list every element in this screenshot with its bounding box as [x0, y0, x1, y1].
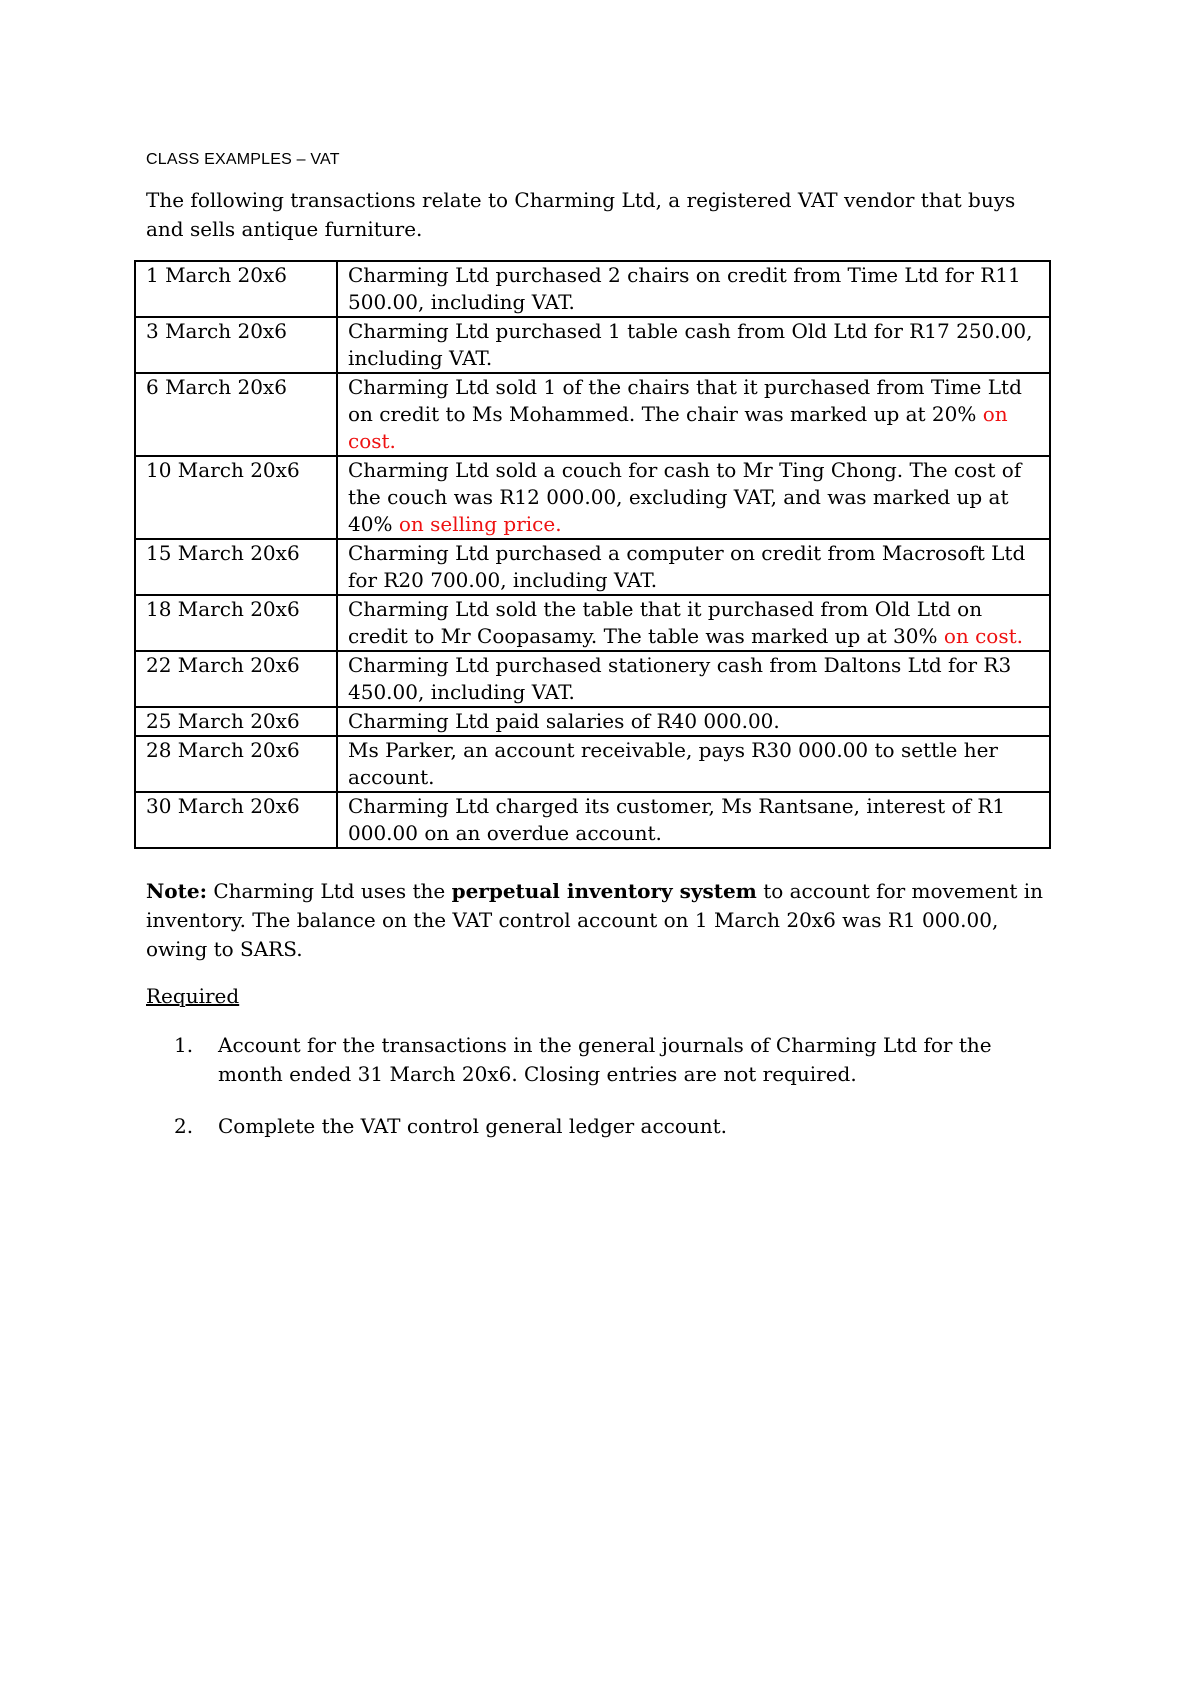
required-heading: Required	[146, 984, 240, 1008]
transaction-text: Charming Ltd charged its customer, Ms Rantsane, interest of R1 000.00 on an overdue account.	[348, 794, 1006, 845]
transaction-date: 22 March 20x6	[135, 651, 337, 707]
transaction-text: Charming Ltd purchased a computer on credit from Macrosoft Ltd for R20 700.00, including VAT.	[348, 541, 1026, 592]
table-row	[135, 261, 1050, 317]
transaction-description	[337, 595, 1050, 651]
list-item-number: 1.	[174, 1033, 194, 1057]
list-item	[146, 1112, 1048, 1141]
transaction-text: Ms Parker, an account receivable, pays R30 000.00 to settle her account.	[348, 738, 998, 789]
note-label: Note:	[146, 879, 207, 903]
table-row	[135, 539, 1050, 595]
transaction-date: 6 March 20x6	[135, 373, 337, 456]
note-text-before: Charming Ltd uses the	[206, 879, 452, 903]
transaction-description	[337, 317, 1050, 373]
transaction-text: Charming Ltd sold the table that it purchased from Old Ltd on credit to Mr Coopasamy. The table was marked up at 30%	[348, 597, 983, 648]
transaction-description	[337, 792, 1050, 848]
transaction-text: Charming Ltd purchased stationery cash from Daltons Ltd for R3 450.00, including VAT.	[348, 653, 1012, 704]
table-row	[135, 792, 1050, 848]
table-row	[135, 595, 1050, 651]
note-text-after: to account for movement in inventory. The balance on the VAT control account on 1 March 20x6 was R1 000.00, owing to SARS.	[146, 879, 1044, 961]
transaction-date: 10 March 20x6	[135, 456, 337, 539]
table-row	[135, 736, 1050, 792]
required-list	[146, 1031, 1076, 1141]
transaction-date: 15 March 20x6	[135, 539, 337, 595]
transaction-description	[337, 261, 1050, 317]
transaction-text: Charming Ltd paid salaries of R40 000.00.	[348, 709, 780, 733]
transaction-highlight: on cost.	[943, 624, 1023, 648]
table-row	[135, 456, 1050, 539]
transaction-description	[337, 373, 1050, 456]
table-row	[135, 373, 1050, 456]
transaction-text: Charming Ltd purchased 2 chairs on credit from Time Ltd for R11 500.00, including VAT.	[348, 263, 1021, 314]
transaction-date: 28 March 20x6	[135, 736, 337, 792]
transaction-highlight: on cost.	[348, 402, 1008, 453]
transaction-description	[337, 707, 1050, 736]
transactions-table	[134, 260, 1051, 849]
transaction-date: 3 March 20x6	[135, 317, 337, 373]
table-row	[135, 707, 1050, 736]
list-item	[146, 1031, 1048, 1089]
transaction-description	[337, 651, 1050, 707]
table-row	[135, 651, 1050, 707]
note-bold-term: perpetual inventory system	[451, 879, 757, 903]
intro-paragraph: The following transactions relate to Charming Ltd, a registered VAT vendor that buys and sells antique furniture.	[146, 188, 1016, 241]
table-row	[135, 317, 1050, 373]
transaction-date: 18 March 20x6	[135, 595, 337, 651]
transaction-highlight: on selling price.	[398, 512, 562, 536]
transaction-date: 1 March 20x6	[135, 261, 337, 317]
transaction-date: 30 March 20x6	[135, 792, 337, 848]
transaction-text: Charming Ltd purchased 1 table cash from Old Ltd for R17 250.00, including VAT.	[348, 319, 1033, 370]
note-paragraph	[146, 877, 1046, 964]
transaction-description	[337, 736, 1050, 792]
transaction-text: Charming Ltd sold a couch for cash to Mr Ting Chong. The cost of the couch was R12 000.00, excluding VAT, and was marked up at 40%	[348, 458, 1022, 536]
list-item-text: Complete the VAT control general ledger account.	[218, 1114, 728, 1138]
document-page	[146, 150, 1076, 1164]
list-item-text: Account for the transactions in the general journals of Charming Ltd for the month ended 31 March 20x6. Closing entries are not required.	[218, 1033, 992, 1086]
transaction-description	[337, 456, 1050, 539]
document-title: CLASS EXAMPLES – VAT	[146, 151, 340, 168]
transaction-text: Charming Ltd sold 1 of the chairs that it purchased from Time Ltd on credit to Ms Mohammed. The chair was marked up at 20%	[348, 375, 1022, 426]
transaction-date: 25 March 20x6	[135, 707, 337, 736]
list-item-number: 2.	[174, 1114, 194, 1138]
transaction-description	[337, 539, 1050, 595]
